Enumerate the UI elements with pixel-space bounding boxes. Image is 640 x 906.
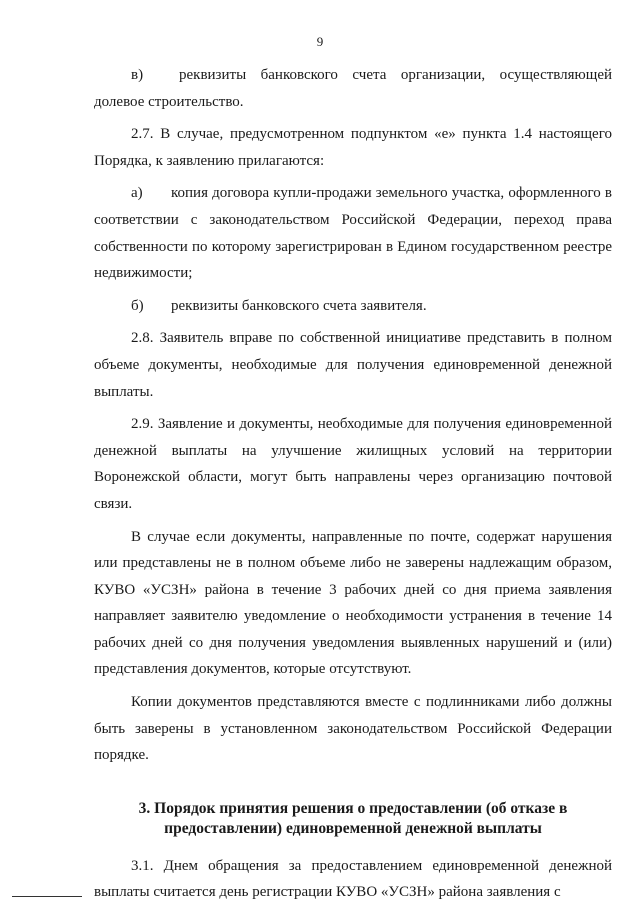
list-marker: б) [131,297,144,314]
list-item-text: реквизиты банковского счета заявителя. [171,297,427,314]
list-marker: а) [131,185,143,202]
paragraph-3-1: 3.1. Днем обращения за предоставлением единовременной денежной выплаты считается день регистрации КУВО «УСЗН» района заявления с [94,857,612,901]
section-3-heading [94,799,612,839]
list-item-v [94,62,612,115]
page-number: 9 [316,34,324,49]
document-body [94,62,612,906]
list-marker: в) [131,67,144,83]
section-3-heading-line-1: 3. Порядок принятия решения о предоставлении (об отказе в [138,799,568,817]
paragraph-2-7: 2.7. В случае, предусмотренном подпунктом «е» пункта 1.4 настоящего Порядка, к заявлению прилагаются: [94,126,612,169]
paragraph-2-8: 2.8. Заявитель вправе по собственной инициативе представить в полном объеме документы, необходимые для получения единовременной денежной выплаты. [94,330,612,400]
list-item-b [94,293,612,320]
list-item-text: копия договора купли-продажи земельного участка, оформленного в соответствии с законодательством Российской Федерации, переход права собственности по которому зарегистрирован в Едином государственном реестре недвижимости; [94,185,612,282]
paragraph-2-9: 2.9. Заявление и документы, необходимые для получения единовременной денежной выплаты на улучшение жилищных условий на территории Воронежской области, могут быть направлены через организацию почтовой связи. [94,416,612,512]
list-item-text: реквизиты банковского счета организации, осуществляющей долевое строительство. [94,67,612,110]
paragraph-copies: Копии документов представляются вместе с подлинниками либо должны быть заверены в установленном законодательством Российской Федерации порядке. [94,694,612,764]
paragraph-postal-violations: В случае если документы, направленные по почте, содержат нарушения или представлены не в полном объеме либо не заверены надлежащим образом, КУВО «УСЗН» района в течение 3 рабочих дней со дня приема заявления направляет заявителю уведомление о необходимости устранения в течение 14 рабочих дней со дня получения уведомления выявленных нарушений и (или) представления документов, которые отсутствуют. [94,528,612,678]
list-item-a [94,180,612,286]
footnote-rule [12,896,82,897]
section-3-heading-line-2: предоставлении) единовременной денежной выплаты [164,819,542,837]
